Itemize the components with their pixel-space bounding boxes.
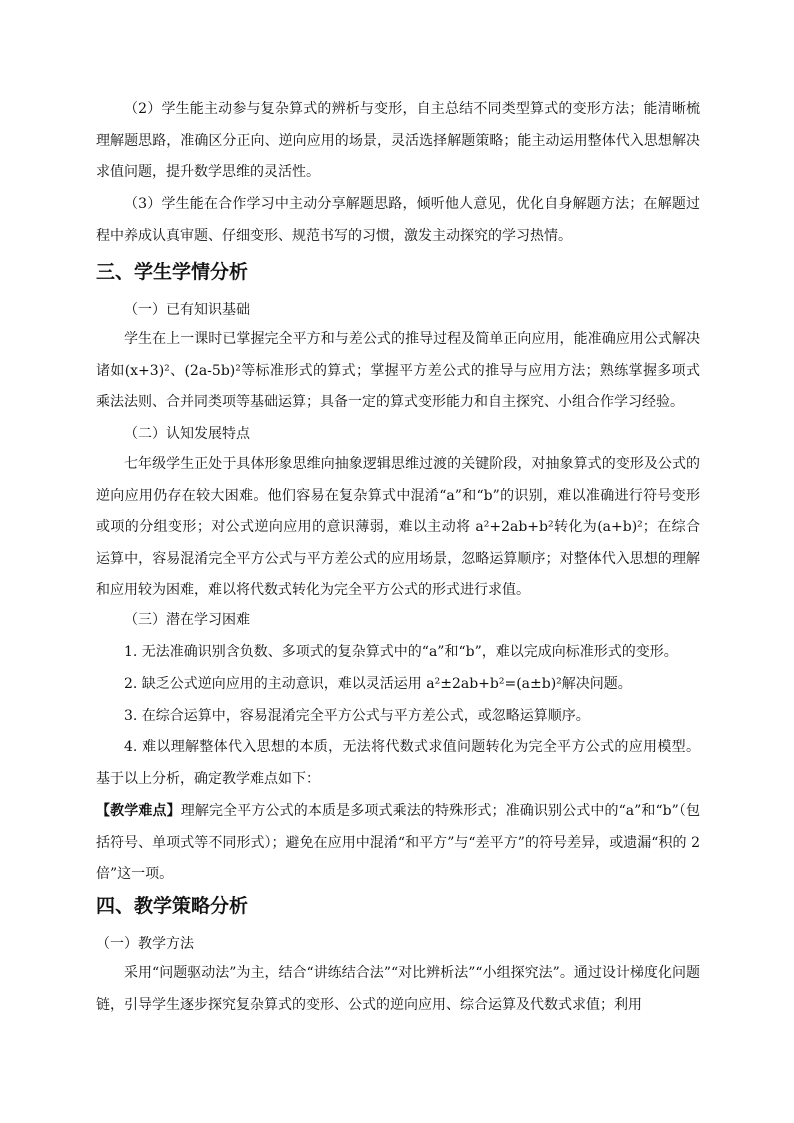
teaching-difficulty-text: 理解完全平方公式的本质是多项式乘法的特殊形式；准确识别公式中的“a”和“b”（包括符号、单项式等不同形式）；避免在应用中混淆“和平方”与“差平方”的符号差异，或遗漏“积的 2 倍”这一项。 xyxy=(96,803,701,882)
difficulty-item-3: 3. 在综合运算中，容易混淆完全平方公式与平方差公式，或忽略运算顺序。 xyxy=(124,708,590,724)
subheading-teaching-methods: （一）教学方法 xyxy=(96,936,194,952)
goal-item-3: （3）学生能在合作学习中主动分享解题思路，倾听他人意见，优化自身解题方法；在解题过程中养成认真审题、仔细变形、规范书写的习惯，激发主动探究的学习热情。 xyxy=(96,196,700,244)
section-4-heading: 四、教学策略分析 xyxy=(96,895,249,917)
difficulty-item-4: 4. 难以理解整体代入思想的本质，无法将代数式求值问题转化为完全平方公式的应用模型。基于以上分析，确定教学难点如下： xyxy=(96,739,700,787)
subheading-learning-difficulties: （三）潜在学习困难 xyxy=(124,612,250,628)
teaching-difficulty-label: 【教学难点】 xyxy=(96,803,181,819)
subheading-cognitive-features: （二）认知发展特点 xyxy=(124,426,250,442)
para-teaching-methods: 采用“问题驱动法”为主，结合“讲练结合法”“对比辨析法”“小组探究法”。通过设计梯度化问题链，引导学生逐步探究复杂算式的变形、公式的逆向应用、综合运算及代数式求值；利用 xyxy=(96,965,700,1013)
goal-item-2: （2）学生能主动参与复杂算式的辨析与变形，自主总结不同类型算式的变形方法；能清晰梳理解题思路，准确区分正向、逆向应用的场景，灵活选择解题策略；能主动运用整体代入思想解决求值问题，提升数学思维的灵活性。 xyxy=(96,101,700,180)
difficulty-item-1: 1. 无法准确识别含负数、多项式的复杂算式中的“a”和“b”，难以完成向标准形式的变形。 xyxy=(124,644,678,660)
difficulty-item-2: 2. 缺乏公式逆向应用的主动意识，难以灵活运用 a²±2ab+b²=(a±b)²解决问题。 xyxy=(124,676,632,692)
para-knowledge-base: 学生在上一课时已掌握完全平方和与差公式的推导过程及简单正向应用，能准确应用公式解决诸如(x+3)²、(2a-5b)²等标准形式的算式；掌握平方差公式的推导与应用方法；熟练掌握多项式乘法法则、合并同类项等基础运算；具备一定的算式变形能力和自主探究、小组合作学习经验。 xyxy=(96,331,700,410)
teaching-difficulty-paragraph xyxy=(96,796,700,891)
subheading-knowledge-base: （一）已有知识基础 xyxy=(124,302,250,318)
section-3-heading: 三、学生学情分析 xyxy=(96,261,249,283)
para-cognitive-features: 七年级学生正处于具体形象思维向抽象逻辑思维过渡的关键阶段，对抽象算式的变形及公式的逆向应用仍存在较大困难。他们容易在复杂算式中混淆“a”和“b”的识别，难以准确进行符号变形或项的分组变形；对公式逆向应用的意识薄弱，难以主动将 a²+2ab+b²转化为(a+b)²；在综合运算中，容易混淆完全平方公式与平方差公式的应用场景，忽略运算顺序；对整体代入思想的理解和应用较为困难，难以将代数式转化为完全平方公式的形式进行求值。 xyxy=(96,456,700,598)
